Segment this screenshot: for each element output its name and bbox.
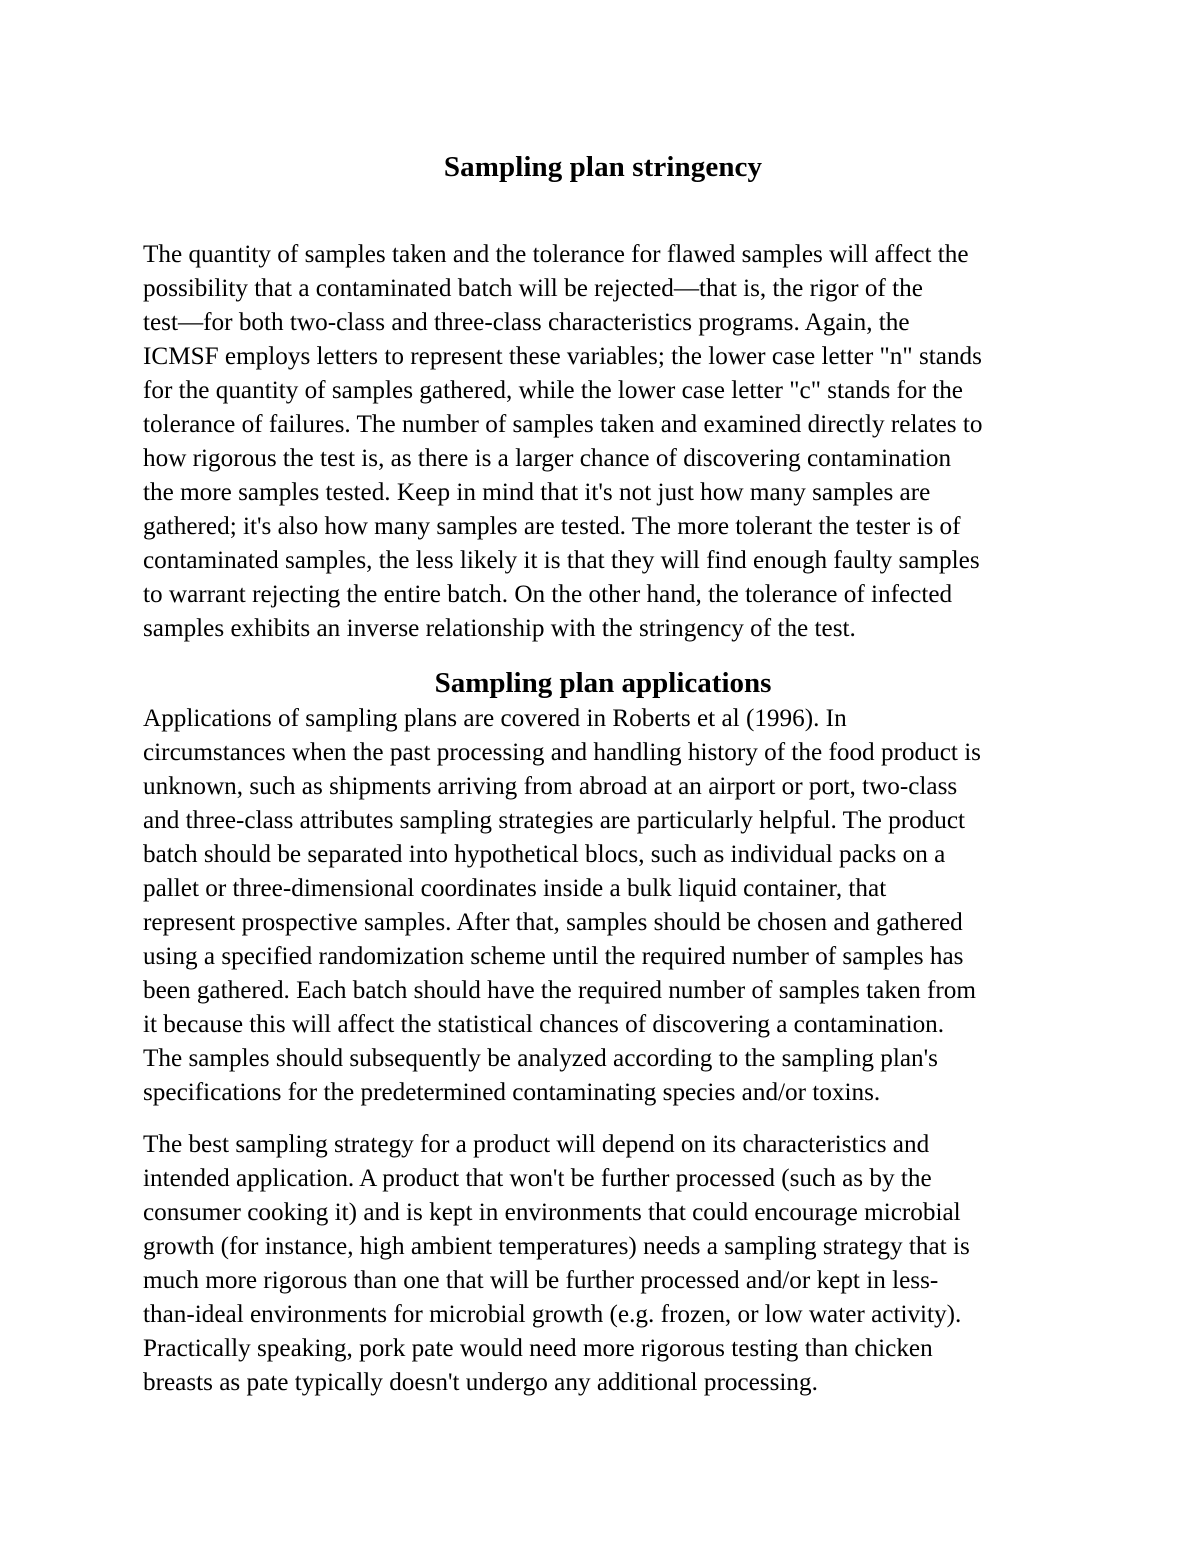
text-line: and three-class attributes sampling strategies are particularly helpful. The product bbox=[143, 807, 966, 834]
paragraph-stringency bbox=[143, 238, 1063, 646]
text-line: The quantity of samples taken and the tolerance for flawed samples will affect the bbox=[143, 241, 969, 268]
text-line: the more samples tested. Keep in mind that it's not just how many samples are bbox=[143, 479, 931, 506]
paragraph-best-strategy bbox=[143, 1128, 1063, 1400]
text-line: been gathered. Each batch should have the required number of samples taken from bbox=[143, 977, 976, 1004]
text-line: gathered; it's also how many samples are tested. The more tolerant the tester is of bbox=[143, 513, 961, 540]
text-line: it because this will affect the statistical chances of discovering a contamination. bbox=[143, 1011, 945, 1038]
text-line: The best sampling strategy for a product will depend on its characteristics and bbox=[143, 1131, 930, 1158]
text-line: The samples should subsequently be analyzed according to the sampling plan's bbox=[143, 1045, 938, 1072]
text-line: than-ideal environments for microbial growth (e.g. frozen, or low water activity). bbox=[143, 1301, 962, 1328]
text-line: pallet or three-dimensional coordinates inside a bulk liquid container, that bbox=[143, 875, 887, 902]
text-line: to warrant rejecting the entire batch. On the other hand, the tolerance of infected bbox=[143, 581, 953, 608]
text-line: using a specified randomization scheme until the required number of samples has bbox=[143, 943, 964, 970]
text-line: circumstances when the past processing and handling history of the food product is bbox=[143, 739, 981, 766]
text-line: tolerance of failures. The number of samples taken and examined directly relates to bbox=[143, 411, 983, 438]
text-line: consumer cooking it) and is kept in environments that could encourage microbial bbox=[143, 1199, 961, 1226]
text-line: represent prospective samples. After that, samples should be chosen and gathered bbox=[143, 909, 963, 936]
text-line: growth (for instance, high ambient temperatures) needs a sampling strategy that is bbox=[143, 1233, 970, 1260]
text-line: unknown, such as shipments arriving from abroad at an airport or port, two-class bbox=[143, 773, 958, 800]
heading-sampling-plan-stringency: Sampling plan stringency bbox=[443, 151, 763, 183]
text-line: batch should be separated into hypothetical blocs, such as individual packs on a bbox=[143, 841, 946, 868]
text-line: ICMSF employs letters to represent these variables; the lower case letter "n" stands bbox=[143, 343, 982, 370]
paragraph-applications bbox=[143, 702, 1063, 1110]
text-line: breasts as pate typically doesn't undergo any additional processing. bbox=[143, 1369, 818, 1396]
text-line: contaminated samples, the less likely it is that they will find enough faulty samples bbox=[143, 547, 980, 574]
text-line: possibility that a contaminated batch will be rejected—that is, the rigor of the bbox=[143, 275, 923, 302]
text-line: Applications of sampling plans are covered in Roberts et al (1996). In bbox=[143, 705, 847, 732]
text-line: test—for both two-class and three-class characteristics programs. Again, the bbox=[143, 309, 910, 336]
text-line: samples exhibits an inverse relationship with the stringency of the test. bbox=[143, 615, 856, 642]
text-line: intended application. A product that won't be further processed (such as by the bbox=[143, 1165, 932, 1192]
document-page bbox=[143, 148, 1063, 1400]
heading-sampling-plan-applications: Sampling plan applications bbox=[434, 667, 772, 699]
text-line: how rigorous the test is, as there is a larger chance of discovering contamination bbox=[143, 445, 952, 472]
text-line: specifications for the predetermined contaminating species and/or toxins. bbox=[143, 1079, 881, 1106]
text-line: Practically speaking, pork pate would need more rigorous testing than chicken bbox=[143, 1335, 933, 1362]
text-line: for the quantity of samples gathered, while the lower case letter "c" stands for the bbox=[143, 377, 963, 404]
text-line: much more rigorous than one that will be further processed and/or kept in less- bbox=[143, 1267, 939, 1294]
